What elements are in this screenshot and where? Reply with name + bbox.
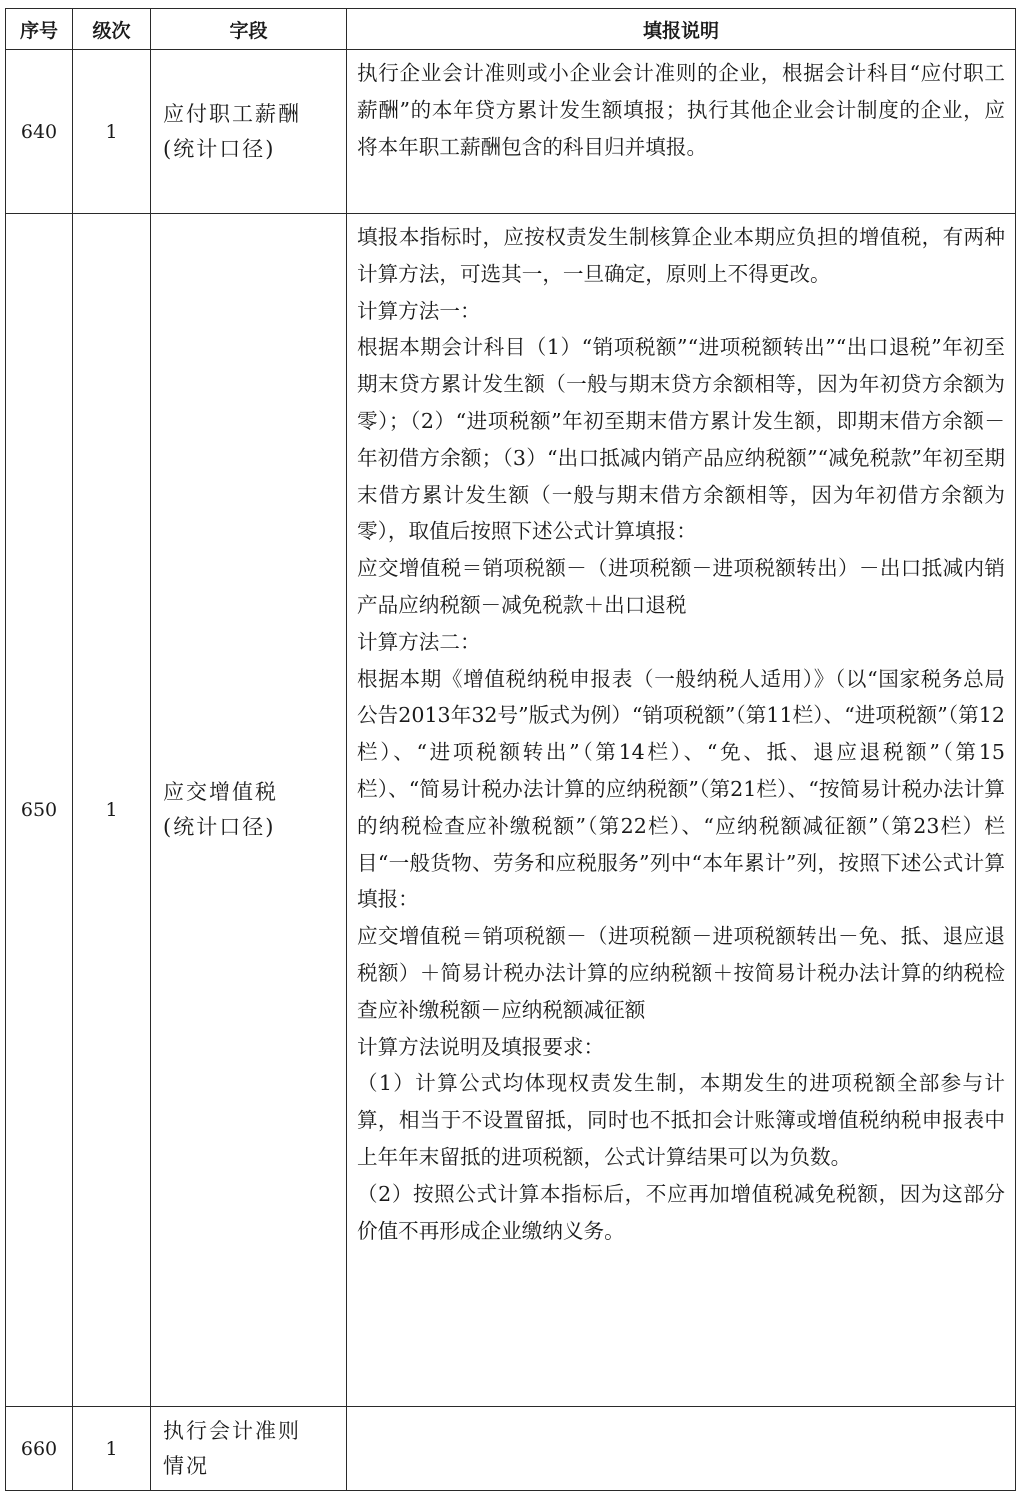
- header-serial-number: 序号: [6, 9, 73, 50]
- row-field: [151, 50, 347, 214]
- row-serial-number: 660: [6, 1407, 73, 1491]
- instruction-paragraph: （1）计算公式均体现权责发生制，本期发生的进项税额全部参与计算，相当于不设置留抵，同时也不抵扣会计账簿或增值税纳税申报表中上年年末留抵的进项税额，公式计算结果可以为负数。: [357, 1071, 1005, 1169]
- instruction-paragraph: 计算方法二：: [357, 629, 481, 654]
- table-row: [6, 50, 1016, 214]
- field-line: 应交增值税: [163, 780, 278, 804]
- row-level: 1: [73, 1407, 151, 1491]
- field-line: 应付职工薪酬: [163, 101, 301, 126]
- row-field: [151, 214, 347, 1407]
- header-field: 字段: [151, 9, 347, 50]
- row-level: 1: [73, 50, 151, 214]
- instruction-paragraph: 根据本期《增值税纳税申报表（一般纳税人适用）》（以“国家税务总局公告2013年32号”版式为例）“销项税额”（第11栏）、“进项税额”（第12栏）、“进项税额转出”（第14栏）、“免、抵、退应退税额”（第15栏）、“简易计税办法计算的应纳税额”（第21栏）、“按简易计税办法计算的纳税检查应补缴税额”（第22栏）、“应纳税额减征额”（第23栏）栏目“一般货物、劳务和应税服务”列中“本年累计”列，按照下述公式计算填报：: [357, 666, 1005, 912]
- instruction-paragraph: 根据本期会计科目（1）“销项税额”“进项税额转出”“出口退税”年初至期末贷方累计发生额（一般与期末贷方余额相等，因为年初贷方余额为零）；（2）“进项税额”年初至期末借方累计发生额，即期末借方余额－年初借方余额；（3）“出口抵减内销产品应纳税额”“减免税款”年初至期末借方累计发生额（一般与期末借方余额相等，因为年初借方余额为零），取值后按照下述公式计算填报：: [357, 335, 1005, 544]
- row-instructions-empty: [347, 1407, 1016, 1491]
- instruction-paragraph: 填报本指标时，应按权责发生制核算企业本期应负担的增值税，有两种计算方法，可选其一，一旦确定，原则上不得更改。: [357, 225, 1005, 286]
- instruction-paragraph: 应交增值税＝销项税额－（进项税额－进项税额转出）－出口抵减内销产品应纳税额－减免税款＋出口退税: [357, 556, 1005, 617]
- table-row: [6, 1407, 1016, 1491]
- row-instructions: [347, 50, 1016, 214]
- row-serial-number: 640: [6, 50, 73, 214]
- instruction-paragraph: 计算方法一：: [357, 298, 481, 323]
- instruction-paragraph: 执行企业会计准则或小企业会计准则的企业，根据会计科目“应付职工薪酬”的本年贷方累计发生额填报；执行其他企业会计制度的企业，应将本年职工薪酬包含的科目归并填报。: [357, 61, 1005, 159]
- row-instructions: [347, 214, 1016, 1407]
- header-row: [6, 9, 1016, 50]
- table-row: [6, 214, 1016, 1407]
- field-line: (统计口径): [163, 136, 276, 161]
- instruction-paragraph: （2）按照公式计算本指标后，不应再加增值税减免税额，因为这部分价值不再形成企业缴纳义务。: [357, 1181, 1005, 1243]
- field-line: 执行会计准则: [163, 1418, 301, 1443]
- header-level: 级次: [73, 9, 151, 50]
- field-line: (统计口径): [163, 815, 276, 839]
- row-level: 1: [73, 214, 151, 1407]
- field-line: 情况: [163, 1453, 209, 1478]
- instruction-paragraph: 应交增值税＝销项税额－（进项税额－进项税额转出－免、抵、退应退税额）＋简易计税办法计算的应纳税额＋按简易计税办法计算的纳税检查应补缴税额－应纳税额减征额: [357, 924, 1005, 1022]
- table-body: [6, 50, 1016, 1491]
- header-instructions: 填报说明: [347, 9, 1016, 50]
- filing-instructions-table: [5, 8, 1016, 1491]
- instruction-paragraph: 计算方法说明及填报要求：: [357, 1034, 605, 1059]
- row-field: [151, 1407, 347, 1491]
- row-serial-number: 650: [6, 214, 73, 1407]
- table-header: [6, 9, 1016, 50]
